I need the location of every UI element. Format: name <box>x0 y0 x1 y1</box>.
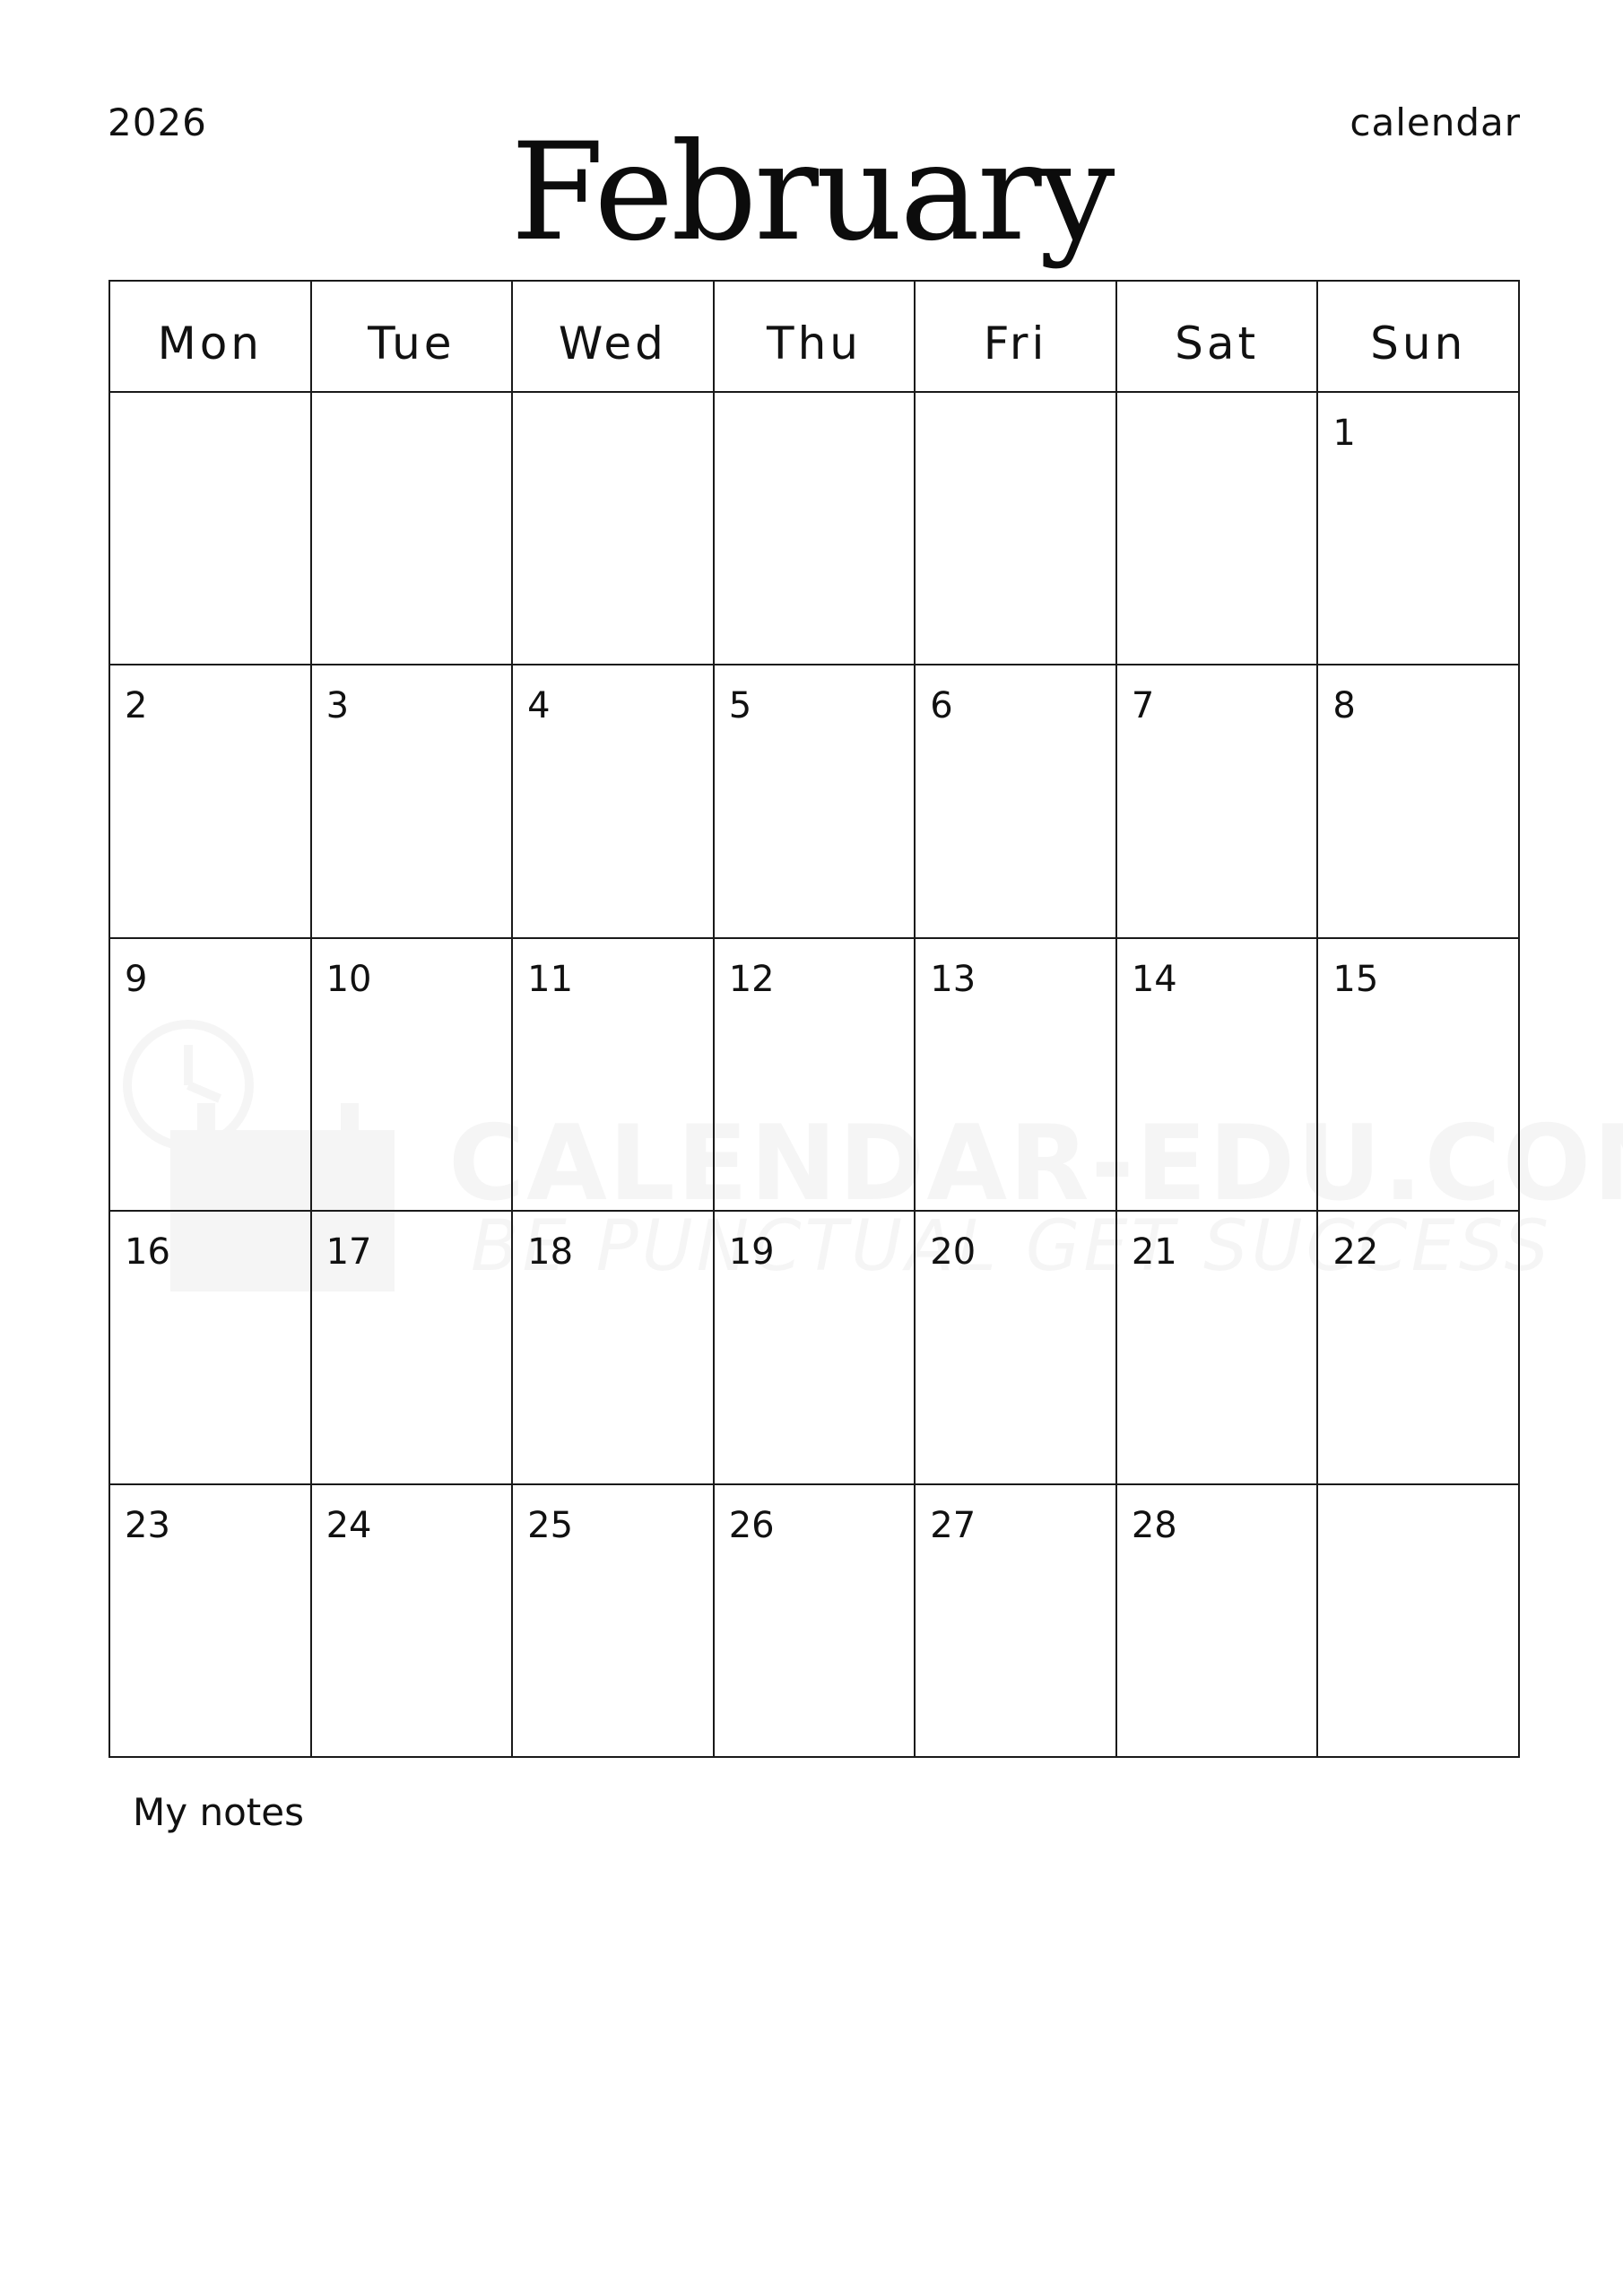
day-cell <box>916 1212 1117 1484</box>
weekday-header-mon: Mon <box>110 282 312 393</box>
day-cell <box>312 1485 514 1758</box>
day-number: 6 <box>930 685 953 727</box>
calendar-label: calendar <box>1350 100 1521 144</box>
day-cell <box>916 393 1117 665</box>
day-number: 5 <box>728 685 752 727</box>
day-cell <box>916 939 1117 1212</box>
day-cell <box>513 393 715 665</box>
day-number: 15 <box>1332 958 1379 1000</box>
year-label: 2026 <box>108 100 207 144</box>
day-number: 13 <box>930 958 976 1000</box>
day-cell <box>715 665 916 938</box>
day-cell <box>513 939 715 1212</box>
day-cell <box>110 1212 312 1484</box>
weekday-header-thu: Thu <box>715 282 916 393</box>
day-cell <box>513 1212 715 1484</box>
day-number: 26 <box>728 1504 775 1546</box>
day-cell <box>1117 1485 1319 1758</box>
day-cell <box>715 1485 916 1758</box>
day-cell <box>1318 1485 1520 1758</box>
day-number: 1 <box>1332 413 1356 454</box>
day-cell <box>312 939 514 1212</box>
weekday-header-wed: Wed <box>513 282 715 393</box>
weekday-header-fri: Fri <box>916 282 1117 393</box>
day-number: 24 <box>325 1504 372 1546</box>
day-cell <box>916 1485 1117 1758</box>
day-number: 14 <box>1131 958 1177 1000</box>
day-cell <box>1318 665 1520 938</box>
day-cell <box>1318 1212 1520 1484</box>
day-number: 3 <box>325 685 350 727</box>
day-cell <box>312 393 514 665</box>
month-title: February <box>510 115 1113 271</box>
day-number: 22 <box>1332 1231 1379 1274</box>
weekday-header-sun: Sun <box>1318 282 1520 393</box>
notes-label: My notes <box>133 1790 304 1834</box>
day-number: 23 <box>125 1504 170 1546</box>
day-number: 17 <box>325 1231 372 1274</box>
day-cell <box>1117 939 1319 1212</box>
day-cell <box>916 665 1117 938</box>
day-cell <box>312 1212 514 1484</box>
calendar-grid <box>108 280 1520 1758</box>
day-cell <box>715 393 916 665</box>
day-cell <box>513 665 715 938</box>
day-cell <box>110 393 312 665</box>
day-cell <box>1117 1212 1319 1484</box>
day-number: 27 <box>930 1504 976 1546</box>
day-cell <box>110 1485 312 1758</box>
day-cell <box>715 939 916 1212</box>
day-cell <box>1318 393 1520 665</box>
day-number: 25 <box>527 1504 574 1546</box>
day-cell <box>1318 939 1520 1212</box>
day-number: 28 <box>1131 1504 1177 1546</box>
day-number: 21 <box>1131 1231 1177 1274</box>
day-number: 12 <box>728 958 775 1000</box>
day-number: 2 <box>125 685 148 727</box>
day-number: 4 <box>527 685 551 727</box>
day-number: 19 <box>728 1231 775 1274</box>
weekday-header-tue: Tue <box>312 282 514 393</box>
day-cell <box>312 665 514 938</box>
day-number: 18 <box>527 1231 574 1274</box>
day-cell <box>715 1212 916 1484</box>
day-cell <box>513 1485 715 1758</box>
day-cell <box>1117 393 1319 665</box>
weekday-header-sat: Sat <box>1117 282 1319 393</box>
day-cell <box>110 939 312 1212</box>
day-cell <box>110 665 312 938</box>
day-number: 10 <box>325 958 372 1000</box>
day-number: 9 <box>125 958 148 1000</box>
day-number: 8 <box>1332 685 1356 727</box>
day-number: 11 <box>527 958 574 1000</box>
day-cell <box>1117 665 1319 938</box>
day-number: 16 <box>125 1231 170 1274</box>
day-number: 7 <box>1131 685 1155 727</box>
day-number: 20 <box>930 1231 976 1274</box>
